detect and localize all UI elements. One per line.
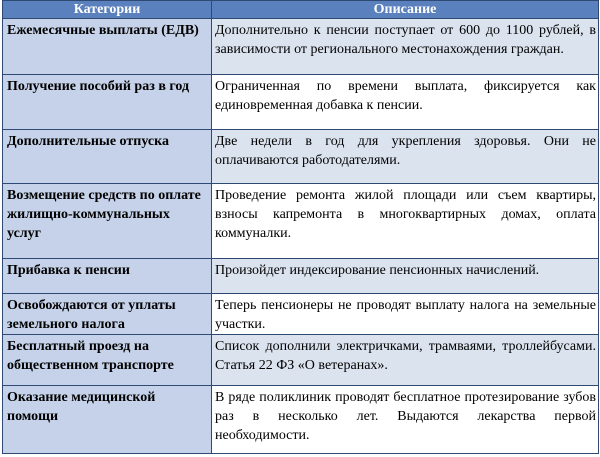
category-cell: Получение пособий раз в год — [3, 75, 212, 130]
description-cell: Ограниченная по времени выплата, фиксируется как единовременная добавка к пенсии. — [212, 75, 599, 130]
table-row — [3, 19, 599, 75]
description-cell: В ряде поликлиник проводят бесплатное протезирование зубов раз в несколько лет. Выдаются лекарства первой необходимости. — [212, 386, 599, 454]
header-row — [3, 1, 599, 19]
description-cell: Две недели в год для укрепления здоровья. Они не оплачиваются работодателями. — [212, 130, 599, 184]
description-cell: Теперь пенсионеры не проводят выплату налога на земельные участки. — [212, 294, 599, 335]
category-cell: Дополнительные отпуска — [3, 130, 212, 184]
description-cell: Список дополнили электричками, трамваями, троллейбусами. Статья 22 ФЗ «О ветеранах». — [212, 335, 599, 386]
benefits-table — [2, 0, 599, 454]
description-cell: Проведение ремонта жилой площади или съем квартиры, взносы капремонта в многоквартирных домах, оплата коммуналки. — [212, 184, 599, 259]
header-category: Категории — [3, 1, 212, 19]
table-row — [3, 75, 599, 130]
category-cell: Возмещение средств по оплате жилищно-коммунальных услуг — [3, 184, 212, 259]
table-row — [3, 130, 599, 184]
description-cell: Произойдет индексирование пенсионных начислений. — [212, 259, 599, 294]
table-row — [3, 386, 599, 454]
header-description: Описание — [212, 1, 599, 19]
table-row — [3, 335, 599, 386]
table-row — [3, 259, 599, 294]
description-cell: Дополнительно к пенсии поступает от 600 до 1100 рублей, в зависимости от регионального местонахождения граждан. — [212, 19, 599, 75]
table-row — [3, 294, 599, 335]
category-cell: Ежемесячные выплаты (ЕДВ) — [3, 19, 212, 75]
category-cell: Освобождаются от уплаты земельного налога — [3, 294, 212, 335]
category-cell: Бесплатный проезд на общественном транспорте — [3, 335, 212, 386]
category-cell: Оказание медицинской помощи — [3, 386, 212, 454]
category-cell: Прибавка к пенсии — [3, 259, 212, 294]
table-row — [3, 184, 599, 259]
